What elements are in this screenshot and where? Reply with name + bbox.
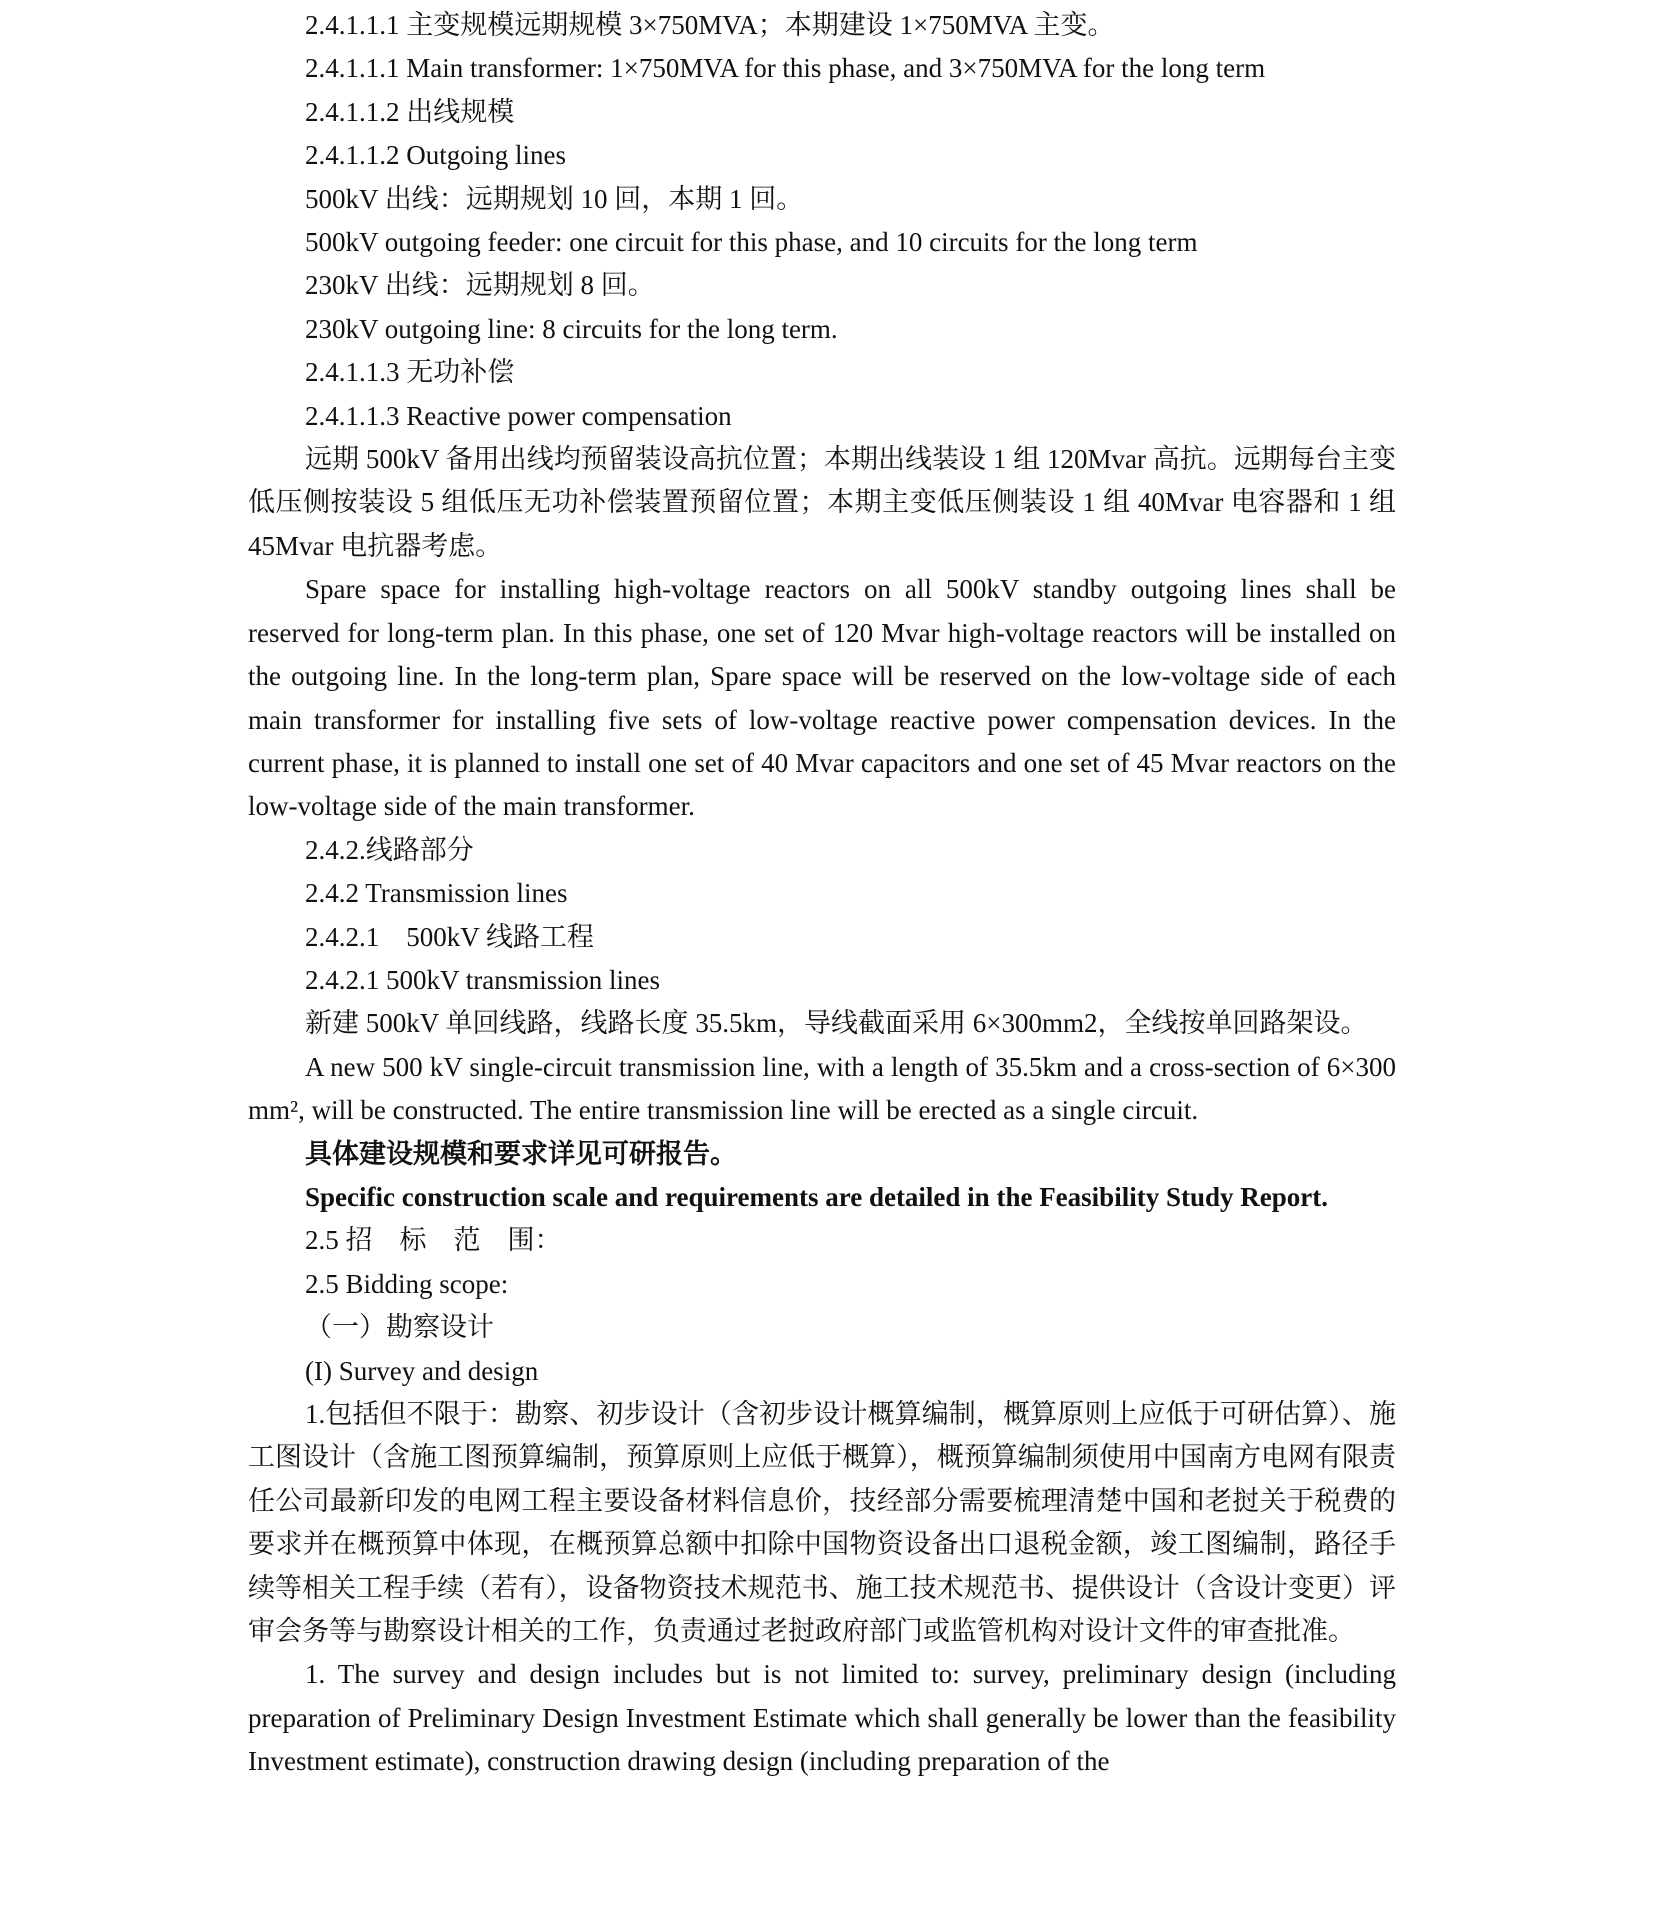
heading-500kv-lines-cn: 2.4.2.1 500kV 线路工程 — [305, 921, 595, 952]
paragraph-reactive-en: Spare space for installing high-voltage reactors on all 500kV standby outgoing lines shall be reserved for long-term plan. In this phase, one set of 120 Mvar high-voltage reactors will be installed on the outgoing line. In the long-term plan, Spare space will be reserved on the low-voltage side of each main transformer for installing five sets of low-voltage reactive power compensation devices. In the current phase, it is planned to install one set of 40 Mvar capacitors and one set of 45 Mvar reactors on the low-voltage side of the main transformer. — [248, 574, 1396, 822]
heading-reactive-cn: 2.4.1.1.3 无功补偿 — [305, 357, 515, 388]
paragraph-reactive-cn: 远期 500kV 备用出线均预留装设高抗位置；本期出线装设 1 组 120Mvar 高抗。远期每台主变低压侧按装设 5 组低压无功补偿装置预留位置；本期主变低压侧装设 1 组 40Mvar 电容器和 1 组 45Mvar 电抗器考虑。 — [248, 444, 1396, 561]
paragraph-new-line-cn: 新建 500kV 单回线路，线路长度 35.5km，导线截面采用 6×300mm2，全线按单回路架设。 — [305, 1008, 1368, 1039]
heading-survey-design-en: (I) Survey and design — [305, 1355, 539, 1386]
heading-line-section-cn: 2.4.2.线路部分 — [305, 834, 474, 865]
paragraph-scale-note-en: Specific construction scale and requirements are detailed in the Feasibility Study Report. — [305, 1181, 1328, 1212]
heading-survey-design-cn: （一）勘察设计 — [305, 1312, 494, 1343]
heading-outgoing-lines-cn: 2.4.1.1.2 出线规模 — [305, 96, 515, 127]
document-page — [248, 4, 1396, 1784]
paragraph-survey-cn: 1.包括但不限于：勘察、初步设计（含初步设计概算编制，概算原则上应低于可研估算）、施工图设计（含施工图预算编制，预算原则上应低于概算），概预算编制须使用中国南方电网有限责任公司最新印发的电网工程主要设备材料信息价，技经部分需要梳理清楚中国和老挝关于税费的要求并在概预算中体现，在概预算总额中扣除中国物资设备出口退税金额，竣工图编制，路径手续等相关工程手续（若有），设备物资技术规范书、施工技术规范书、提供设计（含设计变更）评审会务等与勘察设计相关的工作，负责通过老挝政府部门或监管机构对设计文件的审查批准。 — [248, 1399, 1396, 1647]
line-500kv-en: 500kV outgoing feeder: one circuit for this phase, and 10 circuits for the long term — [305, 227, 1198, 258]
line-230kv-en: 230kV outgoing line: 8 circuits for the long term. — [305, 313, 838, 344]
heading-main-transformer-en: 2.4.1.1.1 Main transformer: 1×750MVA for this phase, and 3×750MVA for the long term — [305, 53, 1266, 84]
paragraph-scale-note-cn: 具体建设规模和要求详见可研报告。 — [305, 1138, 737, 1169]
heading-outgoing-lines-en: 2.4.1.1.2 Outgoing lines — [305, 140, 566, 171]
paragraph-survey-en: 1. The survey and design includes but is not limited to: survey, preliminary design (including preparation of Preliminary Design Investment Estimate which shall generally be lower than the feasibility Investment estimate), construction drawing design (including preparation of the — [248, 1659, 1396, 1777]
line-500kv-cn: 500kV 出线：远期规划 10 回，本期 1 回。 — [305, 183, 804, 214]
line-230kv-cn: 230kV 出线：远期规划 8 回。 — [305, 270, 655, 301]
heading-500kv-lines-en: 2.4.2.1 500kV transmission lines — [305, 964, 661, 995]
paragraph-new-line-en: A new 500 kV single-circuit transmission line, with a length of 35.5km and a cross-section of 6×300 mm², will be constructed. The entire transmission line will be erected as a single circuit. — [248, 1051, 1396, 1126]
heading-line-section-en: 2.4.2 Transmission lines — [305, 878, 568, 909]
heading-bidding-scope-en: 2.5 Bidding scope: — [305, 1268, 509, 1299]
heading-main-transformer-cn: 2.4.1.1.1 主变规模远期规模 3×750MVA；本期建设 1×750MVA 主变。 — [305, 10, 1115, 40]
heading-reactive-en: 2.4.1.1.3 Reactive power compensation — [305, 400, 732, 431]
heading-bidding-scope-cn: 2.5 招 标 范 围： — [305, 1225, 562, 1256]
